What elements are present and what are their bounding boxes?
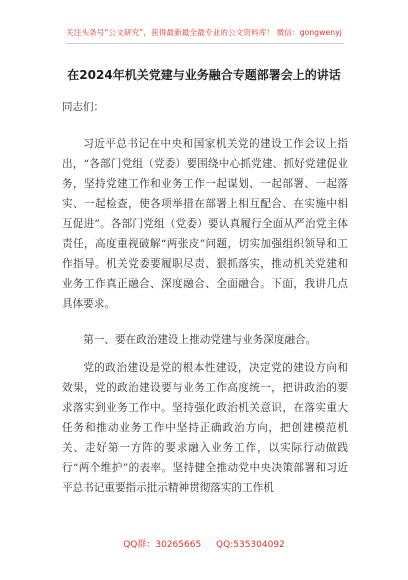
paragraph-3 [62,358,348,498]
salutation: 同志们： [62,101,104,113]
footer-contact [0,537,408,550]
document-title: 在2024年机关党建与业务融合专题部署会上的讲话 [67,68,341,82]
paragraph-text: 党的政治建设是党的根本性建设，决定党的建设方向和效果，党的政治建设要与业务工作高度统一，把讲政治的要求落实到业务工作中。坚持强化政治机关意识，在落实重大任务和推动业务工作中坚持正确政治方向，把创建模范机关、走好第一方阵的要求融入业务工作，以实际行动做践行“两个维护”的表率。坚持健全推动党中央决策部署和习近平总书记重要指示批示精神贯彻落实的工作机 [62,362,348,494]
paragraph-text: 习近平总书记在中央和国家机关党的建设工作会议上指出，“各部门党组（党委）要围绕中心抓党建、抓好党建促业务，坚持党建工作和业务工作一起谋划、一起部署、一起落实、一起检查，使各项举措在部署上相互配合、在实施中相互促进”。各部门党组（党委）要认真履行全面从严治党主体责任，高度重视破解“两张皮”问题，切实加强组织领导和工作指导。机关党委要履职尽责、狠抓落实，推动机关党建和业务工作真正融合、深度融合、全面融合。下面，我讲几点具体要求。 [62,138,348,310]
paragraph-1 [62,134,348,314]
paragraph-2-heading [62,330,348,350]
section-heading: 第一、要在政治建设上推动党建与业务深度融合。 [83,334,317,346]
header-promo-note: 关注头条号“公文研究”，获得最新最全最专业的公文资料库！ 微信：gongwenyj [66,28,342,37]
footer-qq: QQ:535304092 [216,540,285,550]
footer-qq-group: QQ群：30265665 [123,540,202,550]
header-divider [66,43,344,44]
